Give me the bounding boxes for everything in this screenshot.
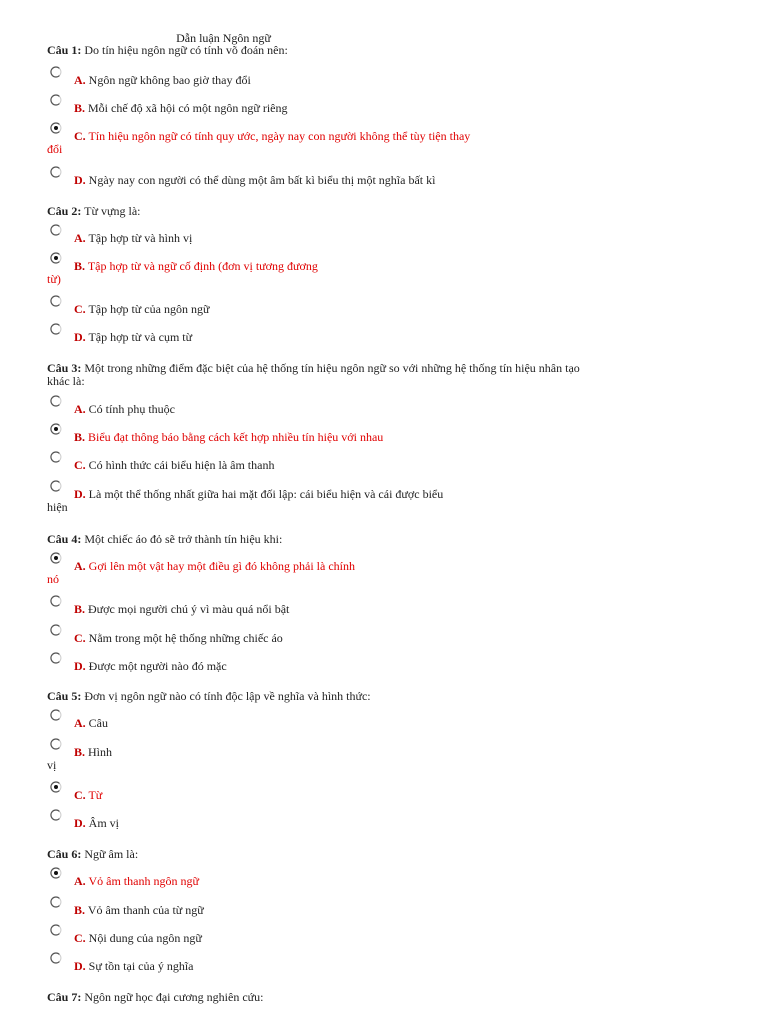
answer-option[interactable] (47, 395, 517, 415)
answer-label: Từ (88, 788, 103, 802)
answer-letter: C. (74, 302, 86, 316)
radio-selected-icon[interactable] (50, 252, 60, 262)
answer-label-continued: vị (47, 758, 57, 772)
radio-icon[interactable] (50, 896, 60, 906)
radio-selected-icon[interactable] (50, 867, 60, 877)
answer-label-continued: đổi (47, 142, 63, 156)
question-number: Câu 4: (47, 532, 82, 546)
answer-text (74, 459, 274, 472)
answer-label: Vỏ âm thanh ngôn ngữ (88, 874, 199, 888)
answer-label: Ngôn ngữ không bao giờ thay đổi (88, 73, 251, 87)
answer-text (74, 331, 192, 344)
answer-option[interactable] (47, 595, 517, 615)
document-title: Dẫn luận Ngôn ngữ (176, 31, 271, 45)
radio-icon[interactable] (50, 323, 60, 333)
answer-text (74, 875, 199, 888)
answer-option[interactable] (47, 295, 517, 315)
question-number: Câu 1: (47, 43, 82, 57)
radio-icon[interactable] (50, 738, 60, 748)
answer-text (74, 488, 443, 501)
radio-icon[interactable] (50, 709, 60, 719)
answer-option[interactable] (47, 709, 517, 729)
radio-icon[interactable] (50, 809, 60, 819)
answer-letter: D. (74, 659, 86, 673)
answer-label: Biểu đạt thông báo bằng cách kết hợp nhiều tín hiệu với nhau (88, 430, 384, 444)
answer-letter: C. (74, 788, 86, 802)
radio-icon[interactable] (50, 595, 60, 605)
answer-label: Được mọi người chú ý vì màu quá nổi bật (88, 602, 290, 616)
answer-option[interactable] (47, 896, 517, 916)
answer-option[interactable] (47, 552, 517, 586)
answer-text (74, 560, 355, 573)
answer-letter: A. (74, 73, 86, 87)
answer-label: Ngày nay con người có thể dùng một âm bất kì biểu thị một nghĩa bất kì (88, 173, 436, 187)
answer-option[interactable] (47, 451, 517, 471)
answer-label: Tập hợp từ của ngôn ngữ (88, 302, 210, 316)
answer-option[interactable] (47, 224, 517, 244)
answer-text (74, 632, 283, 645)
radio-icon[interactable] (50, 94, 60, 104)
answer-text (74, 403, 175, 416)
question-6 (47, 848, 617, 861)
answer-letter: D. (74, 487, 86, 501)
answer-label: Được một người nào đó mặc (88, 659, 227, 673)
answer-option[interactable] (47, 480, 517, 514)
question-3 (47, 362, 617, 388)
answer-label: Sự tồn tại của ý nghĩa (88, 959, 194, 973)
answer-letter: D. (74, 330, 86, 344)
answer-label: Là một thể thống nhất giữa hai mặt đối lập: cái biểu hiện và cái được biểu (88, 487, 444, 501)
radio-selected-icon[interactable] (50, 423, 60, 433)
question-text: Ngôn ngữ học đại cương nghiên cứu: (84, 990, 264, 1004)
answer-letter: D. (74, 173, 86, 187)
answer-label: Gợi lên một vật hay một điều gì đó không phải là chính (88, 559, 355, 573)
radio-selected-icon[interactable] (50, 552, 60, 562)
radio-icon[interactable] (50, 624, 60, 634)
answer-text (74, 717, 108, 730)
radio-icon[interactable] (50, 451, 60, 461)
radio-icon[interactable] (50, 480, 60, 490)
answer-label: Nằm trong một hệ thống những chiếc áo (88, 631, 283, 645)
answer-option[interactable] (47, 924, 517, 944)
answer-letter: C. (74, 458, 86, 472)
answer-label: Tín hiệu ngôn ngữ có tính quy ước, ngày nay con người không thể tùy tiện thay (88, 129, 471, 143)
question-1 (47, 44, 617, 57)
answer-option[interactable] (47, 624, 517, 644)
answer-text (74, 789, 102, 802)
answer-text (74, 303, 209, 316)
answer-label: Mỗi chế độ xã hội có một ngôn ngữ riêng (88, 101, 288, 115)
answer-text (74, 603, 289, 616)
answer-label: Tập hợp từ và hình vị (88, 231, 193, 245)
radio-icon[interactable] (50, 652, 60, 662)
question-text-continued: khác là: (47, 374, 85, 388)
question-4 (47, 533, 617, 546)
radio-icon[interactable] (50, 66, 60, 76)
answer-letter: D. (74, 816, 86, 830)
answer-text (74, 102, 288, 115)
answer-option[interactable] (47, 867, 517, 887)
answer-option[interactable] (47, 809, 517, 829)
answer-option[interactable] (47, 252, 517, 286)
answer-letter: A. (74, 231, 86, 245)
question-number: Câu 7: (47, 990, 82, 1004)
answer-option[interactable] (47, 66, 517, 86)
radio-icon[interactable] (50, 395, 60, 405)
answer-label: Tập hợp từ và cụm từ (88, 330, 193, 344)
answer-option[interactable] (47, 952, 517, 972)
answer-option[interactable] (47, 323, 517, 343)
answer-text (74, 174, 435, 187)
answer-letter: B. (74, 602, 86, 616)
answer-text (74, 932, 202, 945)
answer-text (74, 130, 470, 143)
radio-icon[interactable] (50, 224, 60, 234)
answer-option[interactable] (47, 738, 517, 772)
answer-text (74, 904, 204, 917)
question-text: Ngữ âm là: (84, 847, 139, 861)
question-text: Một chiếc áo đỏ sẽ trở thành tín hiệu khi: (84, 532, 283, 546)
answer-label: Có hình thức cái biểu hiện là âm thanh (88, 458, 275, 472)
answer-text (74, 74, 251, 87)
question-text: Một trong những điểm đặc biệt của hệ thống tín hiệu ngôn ngữ so với những hệ thống tín hiệu nhân tạo (84, 361, 580, 375)
question-text: Do tín hiệu ngôn ngữ có tính võ đoán nên: (84, 43, 288, 57)
answer-letter: A. (74, 402, 86, 416)
radio-icon[interactable] (50, 924, 60, 934)
answer-letter: A. (74, 874, 86, 888)
answer-letter: B. (74, 430, 86, 444)
answer-label: Hình (88, 745, 113, 759)
question-2 (47, 205, 617, 218)
question-text: Từ vựng là: (84, 204, 141, 218)
answer-letter: D. (74, 959, 86, 973)
answer-option[interactable] (47, 781, 517, 801)
answer-text (74, 232, 192, 245)
answer-letter: B. (74, 101, 86, 115)
answer-letter: B. (74, 745, 86, 759)
answer-letter: C. (74, 931, 86, 945)
answer-text (74, 746, 112, 759)
radio-icon[interactable] (50, 295, 60, 305)
question-text: Đơn vị ngôn ngữ nào có tính độc lập về nghĩa và hình thức: (84, 689, 371, 703)
radio-icon[interactable] (50, 166, 60, 176)
answer-letter: B. (74, 259, 86, 273)
answer-text (74, 260, 318, 273)
question-7 (47, 991, 617, 1004)
answer-letter: A. (74, 716, 86, 730)
question-number: Câu 6: (47, 847, 82, 861)
radio-selected-icon[interactable] (50, 781, 60, 791)
answer-label: Tập hợp từ và ngữ cố định (đơn vị tương đương (87, 259, 318, 273)
question-number: Câu 2: (47, 204, 82, 218)
answer-letter: A. (74, 559, 86, 573)
answer-option[interactable] (47, 94, 517, 114)
answer-label: Âm vị (88, 816, 120, 830)
radio-selected-icon[interactable] (50, 122, 60, 132)
answer-option[interactable] (47, 166, 517, 186)
answer-letter: B. (74, 903, 86, 917)
question-number: Câu 3: (47, 361, 82, 375)
answer-label: Vỏ âm thanh của từ ngữ (87, 903, 204, 917)
question-number: Câu 5: (47, 689, 82, 703)
answer-option[interactable] (47, 652, 517, 672)
answer-option[interactable] (47, 122, 517, 156)
answer-label: Có tính phụ thuộc (88, 402, 176, 416)
answer-text (74, 660, 227, 673)
answer-text (74, 960, 194, 973)
answer-letter: C. (74, 129, 86, 143)
answer-text (74, 431, 383, 444)
question-5 (47, 690, 617, 703)
answer-text (74, 817, 119, 830)
answer-label: Câu (88, 716, 109, 730)
answer-label-continued: nó (47, 572, 59, 586)
answer-label-continued: hiện (47, 500, 68, 514)
answer-label-continued: từ) (47, 272, 61, 286)
radio-icon[interactable] (50, 952, 60, 962)
answer-letter: C. (74, 631, 86, 645)
answer-label: Nội dung của ngôn ngữ (88, 931, 202, 945)
answer-option[interactable] (47, 423, 517, 443)
